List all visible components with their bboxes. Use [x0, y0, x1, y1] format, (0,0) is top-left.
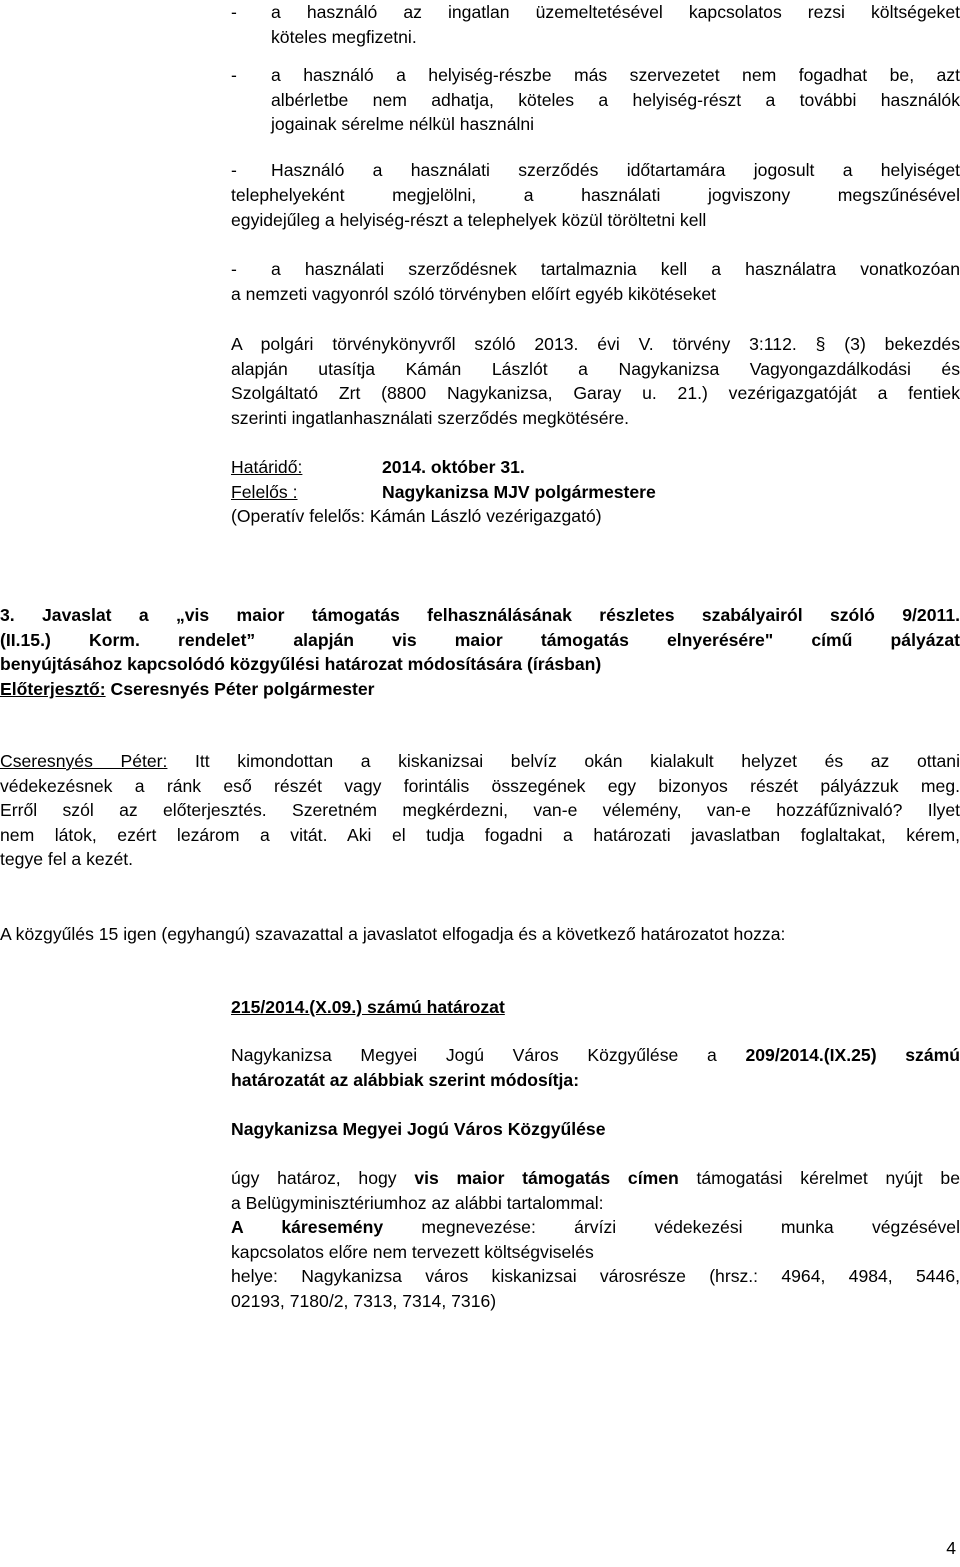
speech-paragraph	[0, 749, 960, 872]
bullet-line: köteles megfizetni.	[271, 26, 417, 47]
operative-responsible: (Operatív felelős: Kámán László vezérigazgató)	[231, 506, 602, 527]
paragraph-line: szerinti ingatlanhasználati szerződés megkötésére.	[231, 407, 630, 428]
bullet-continuation	[231, 183, 960, 232]
bullet-line: a használati szerződésnek tartalmaznia kell a használatra vonatkozóan	[271, 259, 960, 279]
decision-text: támogatási kérelmet nyújt be	[678, 1168, 960, 1188]
agenda-title-line: (II.15.) Korm. rendelet” alapján vis maior támogatás elnyerésére" című pályázat	[0, 629, 960, 650]
speech-line: védekezésnek a ránk eső részét vagy forintális összegének egy bizonyos részét pályázzuk meg.	[0, 775, 960, 796]
bullet-dash: -	[231, 65, 237, 85]
responsible-value: Nagykanizsa MJV polgármestere	[382, 481, 656, 502]
speech-line: Itt kimondottan a kiskanizsai belvíz okán kialakult helyzet és az ottani	[167, 751, 960, 771]
agenda-item-3	[0, 603, 960, 701]
bullet-line: egyidejűleg a helyiség-részt a telephelyek közül töröltetni kell	[231, 209, 707, 230]
decision-text: úgy határoz, hogy	[231, 1168, 415, 1188]
decision-line: kapcsolatos előre nem tervezett költségviselés	[231, 1241, 594, 1262]
speech-line: tegye fel a kezét.	[0, 849, 134, 870]
bullet-dash: -	[231, 259, 237, 279]
decision-line: 02193, 7180/2, 7313, 7314, 7316)	[231, 1290, 497, 1311]
civil-code-paragraph	[231, 332, 960, 430]
paragraph-line: alapján utasítja Kámán Lászlót a Nagykanizsa Vagyongazdálkodási és	[231, 358, 960, 379]
paragraph-line: Szolgáltató Zrt (8800 Nagykanizsa, Garay u. 21.) vezérigazgatóját a fentiek	[231, 383, 960, 404]
bullet-dash: -	[231, 2, 237, 22]
speech-line: nem látok, ezért lezárom a vitát. Aki el tudja fogadni a határozati javaslatban foglaltakat, kérem,	[0, 824, 960, 845]
bullet-line: a használó a helyiség-részbe más szervezetet nem fogadhat be, azt	[271, 65, 960, 85]
responsible-label: Felelős :	[231, 481, 298, 502]
decision-text: megnevezése: árvízi védekezési munka végzésével	[383, 1217, 960, 1238]
page-number: 4	[946, 1538, 956, 1558]
deadline-label: Határidő:	[231, 457, 303, 477]
bullet-line: albérletbe nem adhatja, köteles a helyiség-részt a további használók	[271, 89, 960, 110]
deadline-block	[231, 455, 960, 529]
presenter-name: Cseresnyés Péter polgármester	[105, 678, 375, 699]
decision-line: a Belügyminisztériumhoz az alábbi tartalommal:	[231, 1192, 604, 1213]
resolution-number: 215/2014.(X.09.) számú határozat	[231, 997, 505, 1017]
decision-bold: vis maior támogatás címen	[414, 1168, 679, 1188]
decision-bold: A káresemény	[231, 1217, 384, 1238]
agenda-title-line: benyújtásához kapcsolódó közgyűlési határozat módosítására (írásban)	[0, 654, 602, 675]
vote-statement	[0, 922, 960, 947]
decision-line: helye: Nagykanizsa város kiskanizsai városrésze (hrsz.: 4964, 4984, 5446,	[231, 1266, 960, 1287]
speech-line: Erről szól az előterjesztés. Szeretném megkérdezni, van-e vélemény, van-e hozzáfűznivaló? Ilyet	[0, 800, 960, 821]
bullet-continuation	[231, 282, 960, 307]
resolution-title	[231, 995, 960, 1020]
bullet-line: jogainak sérelme nélkül használni	[271, 114, 535, 135]
presenter-label: Előterjesztő:	[0, 678, 106, 699]
agenda-title-line: 3. Javaslat a „vis maior támogatás felhasználásának részletes szabályairól szóló 9/2011.	[0, 605, 960, 625]
assembly-name: Nagykanizsa Megyei Jogú Város Közgyűlése	[231, 1119, 606, 1139]
bullet-line: Használó a használati szerződés időtartamára jogosult a helyiséget	[271, 160, 960, 180]
bullet-dash: -	[231, 160, 237, 180]
vote-line: A közgyűlés 15 igen (egyhangú) szavazattal a javaslatot elfogadja és a következő határozatot hozza:	[0, 924, 786, 944]
modify-bold: 209/2014.(IX.25) számú	[745, 1045, 960, 1065]
bullet-line: a használó az ingatlan üzemeltetésével kapcsolatos rezsi költségeket	[271, 2, 960, 22]
paragraph-line: A polgári törvénykönyvről szóló 2013. évi V. törvény 3:112. § (3) bekezdés	[231, 334, 960, 354]
modify-text: Nagykanizsa Megyei Jogú Város Közgyűlése a	[231, 1045, 746, 1065]
speaker-name: Cseresnyés Péter:	[0, 751, 168, 771]
assembly-heading	[231, 1117, 960, 1142]
modification-paragraph	[231, 1043, 960, 1092]
bullet-line: telephelyeként megjelölni, a használati jogviszony megszűnésével	[231, 185, 960, 205]
bullet-line: a nemzeti vagyonról szóló törvényben előírt egyéb kikötéseket	[231, 284, 717, 304]
modify-line: határozatát az alábbiak szerint módosítja:	[231, 1069, 580, 1090]
decision-paragraph	[231, 1166, 960, 1314]
deadline-value: 2014. október 31.	[382, 457, 525, 477]
